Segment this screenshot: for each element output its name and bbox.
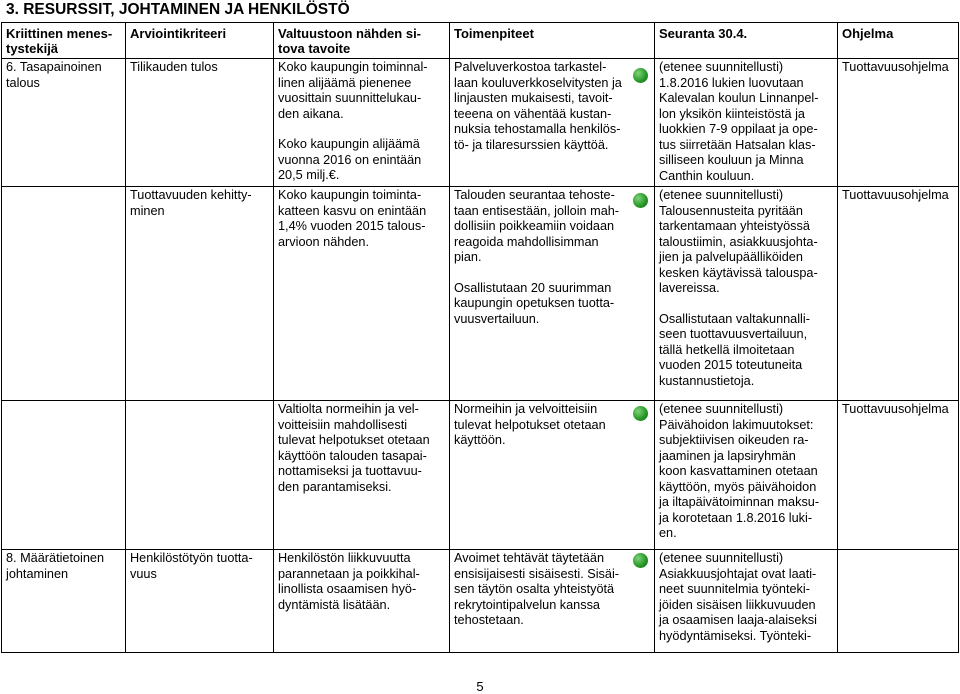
goal-cell: Valtiolta normeihin ja vel- voitteisiin mahdollisesti tulevat helpotukset otetaan käyttöön talouden tasapai- nottamiseksi ja tuottavuu- den parantamiseksi. [274,401,450,550]
status-green-icon [633,193,648,208]
criterion-cell: Henkilöstötyön tuotta- vuus [126,550,274,653]
status-green-icon [633,68,648,83]
followup-text: (etenee suunnitellusti) Talousennusteita pyritään tarkentamaan yhteistyössä taloustiimin, asiakkuusjohta- jien ja palvelupäälliköiden kesken käytävissä talouspa- lavereissa. [659,188,818,295]
criterion-cell: Tilikauden tulos [126,59,274,187]
goal-cell: Koko kaupungin toiminta- katteen kasvu on enintään 1,4% vuoden 2015 talous- arvioon nähden. [274,187,450,401]
col-header-measures: Toimenpiteet [450,23,655,59]
factor-cell: 6. Tasapainoinen talous [2,59,126,187]
col-header-factor: Kriittinen menes- tystekijä [2,23,126,59]
measure-text: Talouden seurantaa tehoste- taan entisestään, jolloin mah- dollisiin poikkeamiin voidaan reagoida mahdollisimman pian. [454,188,620,264]
factor-cell [2,187,126,401]
goal-cell [274,59,450,187]
measure-cell [450,187,655,401]
status-green-icon [633,553,648,568]
factor-cell: 8. Määrätietoinen johtaminen [2,550,126,653]
table-row [2,401,959,550]
col-header-criterion: Arviointikriteeri [126,23,274,59]
header-row [2,23,959,59]
followup-cell: (etenee suunnitellusti) Päivähoidon lakimuutokset: subjektiivisen oikeuden ra- jaaminen ja lapsiryhmän koon kasvattaminen otetaan käyttöön, myös päivähoidon ja iltapäivätoiminnan maksu- ja korotetaan 1.8.2016 luki- en. [655,401,838,550]
plan-table [1,22,959,653]
program-cell: Tuottavuusohjelma [838,187,959,401]
table-row [2,550,959,653]
measure-cell: Avoimet tehtävät täytetään ensisijaisesti sisäisesti. Sisäi- sen täytön osalta yhteistyötä rekrytointipalvelun kanssa tehostetaan. [450,550,655,653]
followup-cell [655,187,838,401]
program-cell: Tuottavuusohjelma [838,59,959,187]
goal-text: Koko kaupungin toiminnal- linen alijäämä pienenee vuosittain suunnittelukau- den aikana. [278,60,428,121]
col-header-goal: Valtuustoon nähden si- tova tavoite [274,23,450,59]
followup-cell: (etenee suunnitellusti) Asiakkuusjohtajat ovat laati- neet suunnitelmia työnteki- jöiden sisäisen liikkuvuuden ja osaamisen laaja-alaiseksi hyödyntämiseksi. Työnteki- [655,550,838,653]
goal-cell: Henkilöstön liikkuvuutta parannetaan ja poikkihal- linollista osaamisen hyö- dyntämistä lisätään. [274,550,450,653]
measure-text: Osallistutaan 20 suurimman kaupungin opetuksen tuotta- vuusvertailuun. [454,280,615,326]
followup-text: Osallistutaan valtakunnalli- seen tuottavuusvertailuun, tällä hetkellä ilmoitetaan vuoden 2015 toteutuneita kustannustietoja. [659,311,810,388]
measure-cell: Palveluverkostoa tarkastel- laan kouluverkkoselvitysten ja linjausten mukaisesti, tavoit- teeena on vähentää kustan- nuksia tehostamalla henkilös- tö- ja tilaresurssien käyttöä. [450,59,655,187]
measure-cell: Normeihin ja velvoitteisiin tulevat helpotukset otetaan käyttöön. [450,401,655,550]
col-header-followup: Seuranta 30.4. [655,23,838,59]
factor-cell [2,401,126,550]
criterion-cell: Tuottavuuden kehitty- minen [126,187,274,401]
status-green-icon [633,406,648,421]
criterion-cell [126,401,274,550]
col-header-program: Ohjelma [838,23,959,59]
section-heading: 3. RESURSSIT, JOHTAMINEN JA HENKILÖSTÖ [6,1,350,18]
goal-text: Koko kaupungin alijäämä vuonna 2016 on enintään 20,5 milj.€. [278,137,422,182]
program-cell: Tuottavuusohjelma [838,401,959,550]
program-cell [838,550,959,653]
table-row [2,59,959,187]
followup-cell: (etenee suunnitellusti) 1.8.2016 lukien luovutaan Kalevalan koulun Linnanpel- lon yksikön kiinteistöstä ja luokkien 7-9 oppilaat ja ope- tus siirretään Hatsalan klas- silliseen kouluun ja Minna Canthin kouluun. [655,59,838,187]
page-number: 5 [476,679,484,694]
table-row [2,187,959,401]
